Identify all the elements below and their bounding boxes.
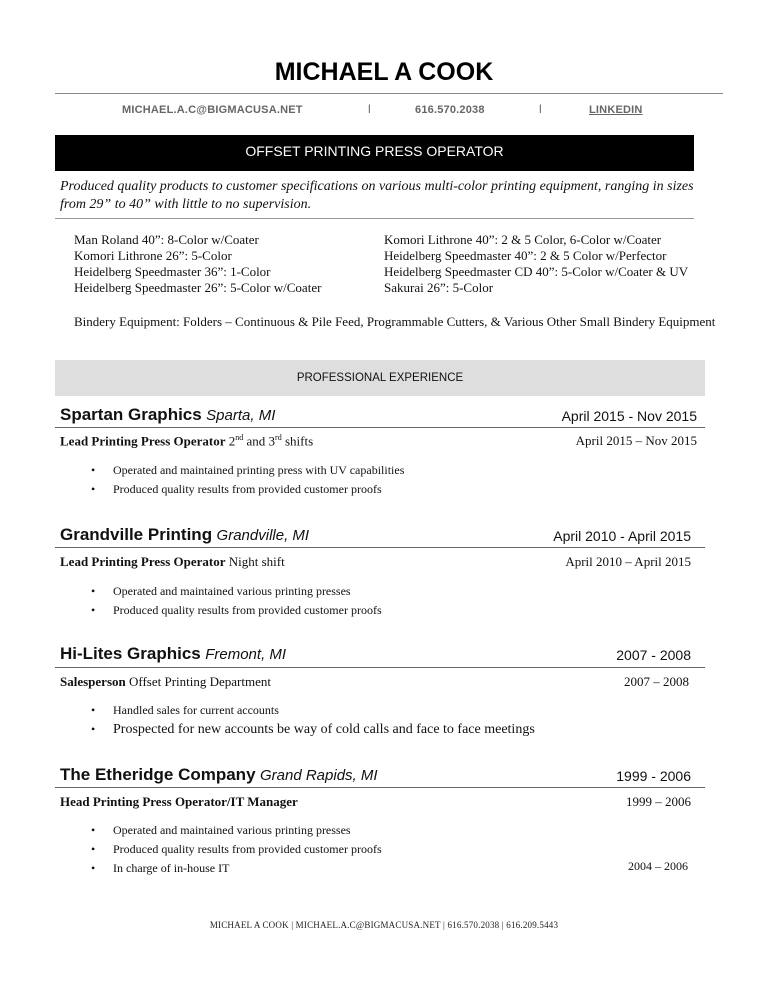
job-role	[60, 794, 298, 810]
bullet-icon: •	[91, 861, 96, 875]
company-dates: April 2010 - April 2015	[553, 528, 691, 544]
equipment-item: Man Roland 40”: 8-Color w/Coater	[74, 232, 259, 247]
role-dates: April 2015 – Nov 2015	[575, 433, 697, 448]
header-divider	[55, 93, 723, 94]
equipment-list-left	[74, 232, 321, 296]
equipment-list-right	[384, 232, 688, 296]
equipment-item: Heidelberg Speedmaster 40”: 2 & 5 Color w/Perfector	[384, 248, 667, 263]
bullet-icon: •	[91, 842, 96, 856]
contact-separator: l	[368, 102, 371, 116]
company-name: Grandville Printing	[60, 525, 213, 544]
equipment-item: Komori Lithrone 26”: 5-Color	[74, 248, 232, 263]
candidate-name: MICHAEL A COOK	[274, 58, 494, 86]
company-location: Grandville, MI	[216, 527, 310, 544]
contact-phone: 616.570.2038	[415, 104, 485, 116]
bullet-icon: •	[91, 722, 96, 736]
list-item: • In charge of in-house IT	[113, 859, 382, 878]
job-bullets	[91, 582, 382, 620]
job-bullets	[91, 461, 405, 499]
role-superscript: nd	[235, 433, 244, 442]
job-role	[60, 674, 271, 690]
role-dates: 2007 – 2008	[624, 674, 689, 689]
bullet-dates: 2004 – 2006	[628, 859, 688, 873]
list-item: • Produced quality results from provided customer proofs	[113, 601, 382, 620]
job-role	[60, 433, 313, 449]
bullet-icon: •	[91, 463, 96, 477]
company-name: Hi-Lites Graphics	[60, 644, 201, 663]
bullet-icon: •	[91, 482, 96, 496]
role-dates: April 2010 – April 2015	[565, 554, 691, 569]
company-location: Sparta, MI	[206, 407, 276, 424]
role-detail: shifts	[281, 433, 314, 449]
bullet-icon: •	[91, 584, 96, 598]
contact-separator: l	[539, 102, 542, 116]
contact-email[interactable]: MICHAEL.A.C@BIGMACUSA.NET	[122, 104, 303, 116]
equipment-item: Heidelberg Speedmaster CD 40”: 5-Color w/Coater & UV	[384, 264, 689, 279]
company-name: Spartan Graphics	[60, 405, 202, 424]
job-company-heading	[60, 765, 378, 785]
company-dates: 1999 - 2006	[616, 768, 691, 784]
job-divider	[55, 667, 705, 668]
company-location: Fremont, MI	[205, 646, 287, 663]
bullet-icon: •	[91, 823, 96, 837]
role-title: Lead Printing Press Operator	[60, 433, 226, 449]
role-title: Head Printing Press Operator/IT Manager	[60, 794, 298, 809]
summary-text: Produced quality products to customer specifications on various multi-color printing equipment, ranging in sizes from 29” to 40” with little to no supervision.	[60, 179, 694, 212]
role-superscript: rd	[275, 433, 282, 442]
bullet-icon: •	[91, 603, 96, 617]
role-detail: 2	[225, 433, 236, 449]
equipment-item: Komori Lithrone 40”: 2 & 5 Color, 6-Color w/Coater	[384, 232, 662, 247]
job-divider	[55, 427, 705, 428]
bullet-icon: •	[91, 703, 96, 717]
job-company-heading	[60, 405, 275, 425]
role-title: Lead Printing Press Operator	[60, 554, 226, 569]
linkedin-link[interactable]: LINKEDIN	[589, 104, 643, 116]
list-item: • Prospected for new accounts be way of cold calls and face to face meetings	[91, 722, 535, 737]
company-dates: April 2015 - Nov 2015	[561, 408, 697, 424]
job-title-banner: OFFSET PRINTING PRESS OPERATOR	[55, 135, 694, 171]
section-header-experience: PROFESSIONAL EXPERIENCE	[55, 360, 705, 396]
job-company-heading	[60, 525, 309, 545]
page-footer: MICHAEL A COOK | MICHAEL.A.C@BIGMACUSA.NET | 616.570.2038 | 616.209.5443	[209, 920, 559, 930]
bindery-equipment: Bindery Equipment: Folders – Continuous & Pile Feed, Programmable Cutters, & Various Other Small Bindery Equipment	[74, 314, 716, 329]
job-divider	[55, 787, 705, 788]
company-dates: 2007 - 2008	[616, 647, 691, 663]
equipment-item: Heidelberg Speedmaster 36”: 1-Color	[74, 264, 271, 279]
equipment-item: Sakurai 26”: 5-Color	[384, 280, 494, 295]
list-item: • Handled sales for current accounts	[113, 701, 535, 720]
job-company-heading	[60, 644, 286, 664]
job-bullets	[91, 821, 382, 878]
job-role	[60, 554, 285, 570]
list-item: • Operated and maintained various printing presses	[113, 821, 382, 840]
list-item: • Operated and maintained various printing presses	[113, 582, 382, 601]
role-detail: and 3	[243, 433, 276, 449]
list-item: • Produced quality results from provided customer proofs	[113, 840, 382, 859]
role-dates: 1999 – 2006	[626, 794, 691, 809]
company-name: The Etheridge Company	[60, 765, 256, 784]
role-title: Salesperson	[60, 674, 126, 689]
list-item: • Produced quality results from provided customer proofs	[113, 480, 404, 499]
role-detail: Night shift	[225, 554, 285, 569]
job-divider	[55, 547, 705, 548]
company-location: Grand Rapids, MI	[259, 767, 378, 784]
summary-divider	[55, 218, 694, 219]
list-item: • Operated and maintained printing press with UV capabilities	[113, 461, 404, 480]
role-detail: Offset Printing Department	[125, 674, 271, 689]
job-bullets	[91, 701, 535, 739]
equipment-item: Heidelberg Speedmaster 26”: 5-Color w/Coater	[74, 280, 322, 295]
